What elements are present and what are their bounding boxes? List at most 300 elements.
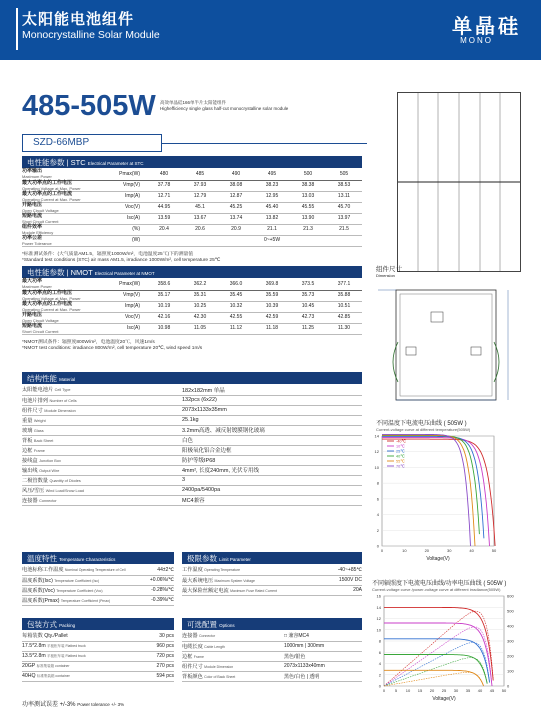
- model-badge: SZD-66MBP: [22, 134, 162, 152]
- stc-title-en: Electrical Parameter at STC: [87, 161, 144, 166]
- power-description: [160, 100, 288, 112]
- row-value: 960 pcs: [141, 641, 174, 651]
- row-key: 二极管数量 Quantity of Diodes: [22, 475, 182, 485]
- y-tick-label: 8: [378, 638, 381, 644]
- packing-section-header: [22, 618, 174, 630]
- row-key: 太阳能电池片 Cell Type: [22, 385, 182, 395]
- footer-note: [22, 699, 124, 708]
- x-tick-label: 0: [382, 688, 386, 693]
- param-value: 480: [146, 169, 182, 180]
- row-key: 边框 Frame: [182, 651, 284, 661]
- row-key: 风压/雪压 Wind Load/Snow Load: [22, 485, 182, 495]
- x-tick-label: 30: [446, 548, 452, 553]
- param-value: 12.71: [146, 191, 182, 202]
- table-row: [182, 651, 362, 661]
- type-en: MONO: [460, 36, 493, 45]
- param-value: 366.0: [218, 279, 254, 290]
- param-value: 13.90: [290, 213, 326, 224]
- table-row: [22, 435, 362, 445]
- param-value: 45.70: [326, 202, 362, 213]
- param-value: 35.31: [182, 290, 218, 301]
- table-row: [22, 405, 362, 415]
- param-label: 最大功率点的工作电压 Operating Voltage at Max. Power: [22, 180, 102, 191]
- param-value: 42.55: [218, 312, 254, 323]
- packing-table: [22, 631, 174, 682]
- y-tick-label: 2: [376, 527, 379, 533]
- footer-cn: 功率测试误差 +/-3%: [22, 702, 76, 708]
- param-symbol: Pmax(W): [102, 279, 146, 290]
- row-key: 13.5*2.8m 平板柜车装 Flatbed truck: [22, 651, 141, 661]
- table-row: [22, 455, 362, 465]
- y-tick-label: 0: [378, 683, 381, 689]
- param-value: 10.45: [290, 301, 326, 312]
- row-value: □ 兼容MC4: [284, 631, 362, 641]
- table-row: [22, 565, 174, 575]
- x-tick-label: 50: [501, 688, 507, 693]
- row-key: 20GP 标准集装箱 container: [22, 661, 141, 671]
- param-symbol: (W): [102, 235, 146, 246]
- row-value: -0.28%/℃: [145, 585, 174, 595]
- material-title-cn: 结构性能: [27, 374, 57, 383]
- param-value: [146, 235, 182, 246]
- param-value: 21.1: [254, 224, 290, 235]
- param-value: 358.6: [146, 279, 182, 290]
- param-symbol: Pmax(W): [102, 169, 146, 180]
- x-tick-label: 5: [394, 688, 398, 693]
- param-label: 短路电流 Short Circuit Current: [22, 213, 102, 224]
- iv-chart-title-cn: 不同温度下电流电压曲线 ( 505W ): [376, 421, 467, 427]
- row-value: 2073x1133x35mm: [182, 405, 362, 415]
- x-tick-label: 50: [491, 548, 497, 553]
- row-value: 132pcs (6x22): [182, 395, 362, 405]
- nmot-title-en: Electrical Parameter at NMOT: [94, 271, 155, 276]
- material-table: [22, 385, 362, 506]
- param-symbol: Voc(V): [102, 312, 146, 323]
- row-key: 工作温度 Operating Temperature: [182, 565, 325, 575]
- param-symbol: Vmp(V): [102, 180, 146, 191]
- row-key: 接线盒 Junction Box: [22, 455, 182, 465]
- power-line: [384, 643, 490, 687]
- row-value: 720 pcs: [141, 651, 174, 661]
- row-value: 1500V DC: [325, 575, 362, 585]
- table-row: [22, 585, 174, 595]
- param-value: 10.32: [218, 301, 254, 312]
- param-value: 42.16: [146, 312, 182, 323]
- table-row: [22, 415, 362, 425]
- param-value: 20.9: [218, 224, 254, 235]
- param-value: 35.45: [218, 290, 254, 301]
- row-value: 1000mm | 300mm: [284, 641, 362, 651]
- row-key: 重量 Weight: [22, 415, 182, 425]
- param-value: 21.5: [326, 224, 362, 235]
- param-value: 12.87: [218, 191, 254, 202]
- param-value: 13.97: [326, 213, 362, 224]
- row-key: 每箱装数 Qty./Pallet: [22, 631, 141, 641]
- row-key: 玻璃 Glass: [22, 425, 182, 435]
- x-tick-label: 20: [429, 688, 435, 693]
- param-value: 490: [218, 169, 254, 180]
- x-tick-label: 35: [465, 688, 471, 693]
- limit-section-header: [182, 552, 362, 564]
- table-row: [22, 661, 174, 671]
- row-value: 白色: [182, 435, 362, 445]
- table-row: [22, 385, 362, 395]
- param-value: 45.55: [290, 202, 326, 213]
- param-value: 42.73: [290, 312, 326, 323]
- y-tick-label: 12: [376, 616, 381, 621]
- title-en: Monocrystalline Solar Module: [22, 29, 160, 41]
- material-title-en: Material: [59, 377, 76, 382]
- table-row: [22, 323, 362, 334]
- y2-tick-label: 600: [507, 593, 514, 599]
- x-tick-label: 40: [469, 548, 474, 553]
- param-value: 11.25: [290, 323, 326, 334]
- param-value: 10.19: [146, 301, 182, 312]
- param-value: 12.95: [254, 191, 290, 202]
- row-value: -40~+85℃: [325, 565, 362, 575]
- param-value: 35.17: [146, 290, 182, 301]
- power-range: 485-505W: [22, 90, 156, 122]
- material-section-header: [22, 372, 362, 384]
- row-value: 3.2mm高透、减反射镀膜钢化玻璃: [182, 425, 362, 435]
- param-value: 11.12: [218, 323, 254, 334]
- row-key: 温度系数(Pmax) Temperature Coefficient (Pmax): [22, 595, 145, 605]
- table-row: [182, 585, 362, 595]
- power-line: [384, 627, 492, 686]
- param-value: 38.23: [254, 180, 290, 191]
- param-value: 373.5: [290, 279, 326, 290]
- pv-chart-title-en: Current-voltage curve /power-voltage curve at different irradiance(505W): [372, 587, 501, 592]
- table-row: [22, 445, 362, 455]
- stc-table: [22, 169, 362, 247]
- row-key: 组件尺寸 Module Dimension: [22, 405, 182, 415]
- x-tick-label: 10: [405, 688, 411, 693]
- nmot-title-cn: 电性能参数 | NMOT: [27, 268, 93, 277]
- y2-tick-label: 300: [507, 638, 514, 644]
- x-tick-label: 0: [380, 548, 384, 553]
- param-value: 42.30: [182, 312, 218, 323]
- param-value: 37.78: [146, 180, 182, 191]
- param-value: 35.88: [326, 290, 362, 301]
- row-key: 连接器 Connector: [182, 631, 284, 641]
- pv-chart-title: [372, 578, 506, 592]
- y-tick-label: 14: [374, 433, 379, 439]
- power-line: [384, 672, 484, 686]
- title-cn: 太阳能电池组件: [22, 11, 135, 28]
- x-tick-label: 45: [489, 688, 495, 693]
- param-value: 13.82: [254, 213, 290, 224]
- dimension-drawing: [376, 282, 526, 404]
- param-symbol: Isc(A): [102, 213, 146, 224]
- param-value: 495: [254, 169, 290, 180]
- table-row: [22, 279, 362, 290]
- temp-table: [22, 565, 174, 606]
- nmot-section-header: [22, 266, 362, 278]
- iv-chart-title: [376, 418, 470, 432]
- x-axis-label: Voltage(V): [426, 556, 450, 562]
- table-row: [22, 213, 362, 224]
- module-grid: [398, 93, 520, 271]
- x-tick-label: 30: [453, 688, 459, 693]
- footer-en: Power tolerance +/- 3%: [77, 702, 125, 707]
- row-key: 组件尺寸 Module Dimension: [182, 661, 284, 671]
- row-value: +0.06%/℃: [145, 575, 174, 585]
- param-value: 45.1: [182, 202, 218, 213]
- power-line: [384, 658, 487, 686]
- param-value: 42.85: [326, 312, 362, 323]
- table-row: [22, 191, 362, 202]
- table-row: [22, 651, 174, 661]
- temp-title-cn: 温度特性: [27, 554, 57, 563]
- row-value: 182x182mm 单晶: [182, 385, 362, 395]
- param-value: 21.3: [290, 224, 326, 235]
- param-value: 38.38: [290, 180, 326, 191]
- y2-tick-label: 100: [507, 668, 514, 674]
- legend-label: 10℃: [396, 444, 405, 449]
- table-row: [22, 169, 362, 180]
- y-tick-label: 8: [376, 480, 379, 486]
- x-axis-label: Voltage(V): [432, 696, 456, 702]
- table-row: [22, 495, 362, 505]
- nmot-table: [22, 279, 362, 335]
- table-row: [182, 661, 362, 671]
- param-value: 11.18: [254, 323, 290, 334]
- param-value: 377.1: [326, 279, 362, 290]
- row-value: MC4兼容: [182, 495, 362, 505]
- limit-title-en: Limit Parameter: [219, 557, 251, 562]
- y-tick-label: 4: [376, 512, 379, 518]
- series-line: [384, 639, 490, 683]
- table-row: [22, 595, 174, 605]
- row-key: 电池标称工作温度 Nominal Operating Temperature of Cell: [22, 565, 145, 575]
- param-value: [182, 235, 218, 246]
- banner-divider: [16, 8, 18, 50]
- param-value: 11.30: [326, 323, 362, 334]
- param-value: 369.8: [254, 279, 290, 290]
- row-value: 黑色/白色 | 透明: [284, 671, 362, 681]
- stc-section-header: [22, 156, 362, 168]
- param-label: 最大功率点的工作电流 Operating Current at Max. Power: [22, 301, 102, 312]
- module-image: [397, 92, 521, 272]
- row-value: 594 pcs: [141, 671, 174, 681]
- param-label: 开路电压 Open Circuit Voltage: [22, 202, 102, 213]
- param-value: 20.6: [182, 224, 218, 235]
- row-key: 边框 Frame: [22, 445, 182, 455]
- row-value: 270 pcs: [141, 661, 174, 671]
- param-label: 功率输出 Maximum Power: [22, 169, 102, 180]
- param-value: 35.59: [254, 290, 290, 301]
- table-row: [22, 475, 362, 485]
- param-symbol: Isc(A): [102, 323, 146, 334]
- stc-note-en: *Standard test conditions (STC) air mass AM1.5, irradiance 1000W/m², cell temperature 25℃: [22, 258, 221, 263]
- param-value: 10.25: [182, 301, 218, 312]
- param-value: 13.03: [290, 191, 326, 202]
- param-label: 组件效率 Module Efficiency: [22, 224, 102, 235]
- param-value: [218, 235, 254, 246]
- y-tick-label: 6: [376, 496, 379, 502]
- table-row: [22, 180, 362, 191]
- dimension-label-cn: 组件尺寸: [376, 266, 402, 273]
- param-value: 0~+5W: [254, 235, 290, 246]
- row-value: 阳极氧化铝合金边框: [182, 445, 362, 455]
- pv-chart-title-cn: 不同辐照度下电流电压曲线/功率电压曲线 ( 505W ): [372, 581, 507, 587]
- x-tick-label: 20: [424, 548, 430, 553]
- table-row: [182, 631, 362, 641]
- options-table: [182, 631, 362, 682]
- param-value: 42.59: [254, 312, 290, 323]
- stc-title-cn: 电性能参数 | STC: [27, 158, 86, 167]
- power-desc-cn: 高效单晶硅166单半片太阳能组件: [160, 100, 227, 105]
- packing-title-cn: 包装方式: [27, 620, 57, 629]
- legend-label: 70℃: [396, 464, 405, 469]
- type-cn: 单晶硅: [452, 16, 521, 38]
- y-tick-label: 16: [376, 593, 381, 599]
- row-key: 最大保险丝额定电流 Maximum Fuse Rated Current: [182, 585, 325, 595]
- temp-title-en: Temperature Characteristics: [59, 557, 116, 562]
- y2-tick-label: 400: [507, 623, 514, 629]
- param-label: 最大功率 Maximum Power: [22, 279, 102, 290]
- row-value: 30 pcs: [141, 631, 174, 641]
- legend-label: 55℃: [396, 459, 405, 464]
- param-value: 10.39: [254, 301, 290, 312]
- legend-label: 25℃: [396, 449, 405, 454]
- y-tick-label: 4: [378, 661, 381, 666]
- table-row: [22, 202, 362, 213]
- options-title-en: Options: [219, 623, 235, 628]
- stc-note-cn: *标准测试条件：(大气质量AM1.5，辐照度1000W/m²，电池温度25℃)下的测量值: [22, 252, 194, 257]
- y2-tick-label: 200: [507, 653, 514, 659]
- param-value: 20.4: [146, 224, 182, 235]
- param-label: 最大功率点的工作电流 Operating Current at Max. Power: [22, 191, 102, 202]
- options-section-header: [182, 618, 362, 630]
- row-value: -0.39%/℃: [145, 595, 174, 605]
- x-tick-label: 15: [417, 688, 423, 693]
- legend-label: 40℃: [396, 454, 405, 459]
- y2-tick-label: 0: [507, 683, 510, 689]
- row-key: 40HQ 标准集装箱 container: [22, 671, 141, 681]
- row-key: 输出线 Output Wire: [22, 465, 182, 475]
- options-title-cn: 可选配置: [187, 620, 217, 629]
- param-value: 505: [326, 169, 362, 180]
- table-row: [22, 575, 174, 585]
- param-symbol: Imp(A): [102, 301, 146, 312]
- y-tick-label: 12: [374, 449, 379, 455]
- param-value: 12.79: [182, 191, 218, 202]
- table-row: [22, 485, 362, 495]
- x-tick-label: 25: [441, 688, 447, 693]
- legend-label: -40℃: [396, 439, 406, 444]
- param-value: 13.59: [146, 213, 182, 224]
- row-value: 2073x1133x40mm: [284, 661, 362, 671]
- packing-title-en: Packing: [59, 623, 76, 628]
- param-value: 38.08: [218, 180, 254, 191]
- table-row: [182, 671, 362, 681]
- param-symbol: Vmp(V): [102, 290, 146, 301]
- nmot-note-en: *NMOT test conditions: irradiance 800W/m², cell temperature 20℃, wind speed 1m/s: [22, 346, 203, 351]
- x-tick-label: 40: [477, 688, 483, 693]
- param-value: 10.51: [326, 301, 362, 312]
- nmot-note: [22, 340, 202, 352]
- iv-pv-irradiance-chart: [372, 592, 532, 704]
- nmot-note-cn: *NMOT测试条件：辐照度800W/m²，电池温度20℃，风速1m/s: [22, 340, 155, 345]
- table-row: [22, 235, 362, 246]
- y-tick-label: 10: [376, 627, 381, 633]
- iv-chart-title-en: Current-voltage curve at different temperature(505W): [376, 427, 471, 432]
- param-symbol: Voc(V): [102, 202, 146, 213]
- row-key: 温度系数(Voc) Temperature Coefficient (Voc): [22, 585, 145, 595]
- table-row: [22, 425, 362, 435]
- table-row: [22, 631, 174, 641]
- header-banner: [0, 0, 541, 60]
- row-key: 电池片排列 Number of Cells: [22, 395, 182, 405]
- row-value: 20A: [325, 585, 362, 595]
- param-value: 13.74: [218, 213, 254, 224]
- param-symbol: Imp(A): [102, 191, 146, 202]
- table-row: [182, 565, 362, 575]
- param-value: 362.2: [182, 279, 218, 290]
- param-label: 最大功率点的工作电压 Operating Voltage at Max. Power: [22, 290, 102, 301]
- y-tick-label: 6: [378, 649, 381, 655]
- row-value: 防护等级IP68: [182, 455, 362, 465]
- row-key: 最大系统电压 Maximum System Voltage: [182, 575, 325, 585]
- table-row: [22, 290, 362, 301]
- param-value: 13.11: [326, 191, 362, 202]
- param-value: 45.25: [218, 202, 254, 213]
- param-value: [290, 235, 326, 246]
- row-value: 2400pa/5400pa: [182, 485, 362, 495]
- row-key: 电缆长度 Cable Length: [182, 641, 284, 651]
- y-tick-label: 14: [376, 604, 381, 610]
- y-tick-label: 0: [376, 543, 379, 549]
- row-key: 背板颜色 Color of Back Sheet: [182, 671, 284, 681]
- row-value: 4mm², 长度240mm, 光伏专用线: [182, 465, 362, 475]
- row-value: 44±2℃: [145, 565, 174, 575]
- param-label: 短路电流 Short Circuit Current: [22, 323, 102, 334]
- row-value: 3: [182, 475, 362, 485]
- limit-title-cn: 极限参数: [187, 554, 217, 563]
- row-value: 25.1kg: [182, 415, 362, 425]
- param-value: 38.53: [326, 180, 362, 191]
- param-label: 功率公差 Power Tolerance: [22, 235, 102, 246]
- y-tick-label: 10: [374, 464, 379, 470]
- param-value: [326, 235, 362, 246]
- dimension-label: [376, 264, 402, 278]
- param-value: 485: [182, 169, 218, 180]
- table-row: [22, 301, 362, 312]
- y-tick-label: 2: [378, 672, 381, 678]
- x-tick-label: 10: [402, 548, 407, 553]
- y2-tick-label: 500: [507, 608, 514, 614]
- row-key: 温度系数(Isc) Temperature Coefficient (Isc): [22, 575, 145, 585]
- row-key: 背板 Back Sheet: [22, 435, 182, 445]
- power-desc-en: Highefficiency single glass half-cut monocrystalline solar module: [160, 106, 289, 111]
- table-row: [22, 465, 362, 475]
- table-row: [182, 575, 362, 585]
- row-key: 连接器 Connector: [22, 495, 182, 505]
- table-row: [22, 641, 174, 651]
- param-value: 45.40: [254, 202, 290, 213]
- table-row: [22, 671, 174, 681]
- row-value: 黑色/银色: [284, 651, 362, 661]
- param-value: 44.95: [146, 202, 182, 213]
- row-key: 17.5*2.8m 平板柜车装 Flatbed truck: [22, 641, 141, 651]
- table-row: [22, 312, 362, 323]
- param-value: 37.93: [182, 180, 218, 191]
- param-label: 开路电压 Open Circuit Voltage: [22, 312, 102, 323]
- table-row: [22, 224, 362, 235]
- param-value: 500: [290, 169, 326, 180]
- temp-section-header: [22, 552, 174, 564]
